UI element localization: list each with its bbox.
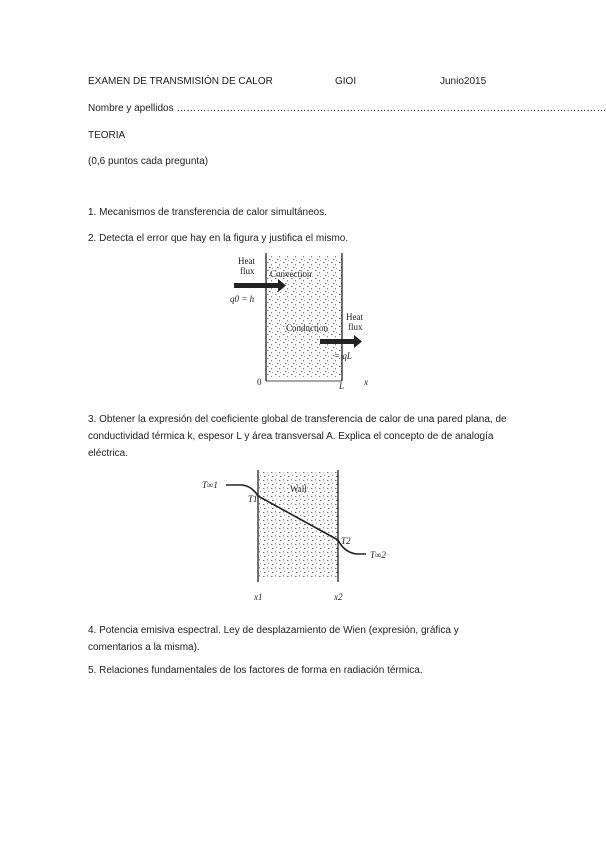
exam-title: EXAMEN DE TRANSMISIÓN DE CALOR (88, 76, 273, 87)
exam-date: Junio2015 (440, 76, 487, 87)
fig1-convection: Convection (270, 269, 312, 279)
fig1-heat-right-2: flux (348, 322, 363, 332)
left-flux-arrow (234, 283, 278, 288)
fig1-q0: q0 = h (230, 294, 255, 304)
name-line (88, 103, 606, 115)
name-label: Nombre y apellidos (88, 103, 174, 114)
fig1-zero: 0 (257, 377, 262, 387)
figure-1-svg (226, 253, 376, 391)
fig2-t1: T1 (248, 494, 258, 504)
fig2-t-inf2: T∞2 (370, 550, 386, 560)
question-4: 4. Potencia emisiva espectral. Ley de desplazamiento de Wien (expresión, gráfica y comentarios a la misma). (88, 625, 459, 653)
fig1-x: x (364, 377, 368, 387)
question-2: 2. Detecta el error que hay en la figura y justifica el mismo. (88, 233, 349, 244)
fig1-conduction: Conduction (286, 323, 328, 333)
figure-wall-temperature (198, 470, 408, 606)
fig2-x2: x2 (334, 592, 343, 602)
question-5: 5. Relaciones fundamentales de los factores de forma en radiación térmica. (88, 665, 423, 676)
fig1-heat-right-1: Heat (346, 312, 363, 322)
right-flux-arrow (320, 339, 354, 344)
fig2-t2-right: T2 (341, 536, 351, 546)
fig1-heat-left-1: Heat (238, 256, 255, 266)
fig2-x1: x1 (254, 592, 263, 602)
fig1-qL: = qL (334, 351, 352, 361)
exam-group: GIOI (335, 76, 357, 87)
fig2-wall: Wall (290, 484, 307, 494)
question-3: 3. Obtener la expresión del coeficiente global de transferencia de calor de una pared plana, de conductividad térmica k, espesor L y área transversal A. Explica el concepto de de analogía eléctrica. (88, 414, 507, 459)
fig1-heat-left-2: flux (240, 266, 255, 276)
name-dots: ………………………………………………………………………………………………………………… (176, 103, 606, 114)
fig1-L: L (339, 381, 345, 391)
section-points: (0,6 puntos cada pregunta) (88, 156, 209, 167)
figure-convection-conduction (226, 253, 376, 391)
fig2-t-inf1: T∞1 (202, 480, 218, 490)
figure-2-svg (198, 470, 408, 606)
question-1: 1. Mecanismos de transferencia de calor simultáneos. (88, 207, 328, 218)
section-title: TEORIA (88, 130, 126, 141)
right-flux-arrowhead (354, 335, 362, 348)
